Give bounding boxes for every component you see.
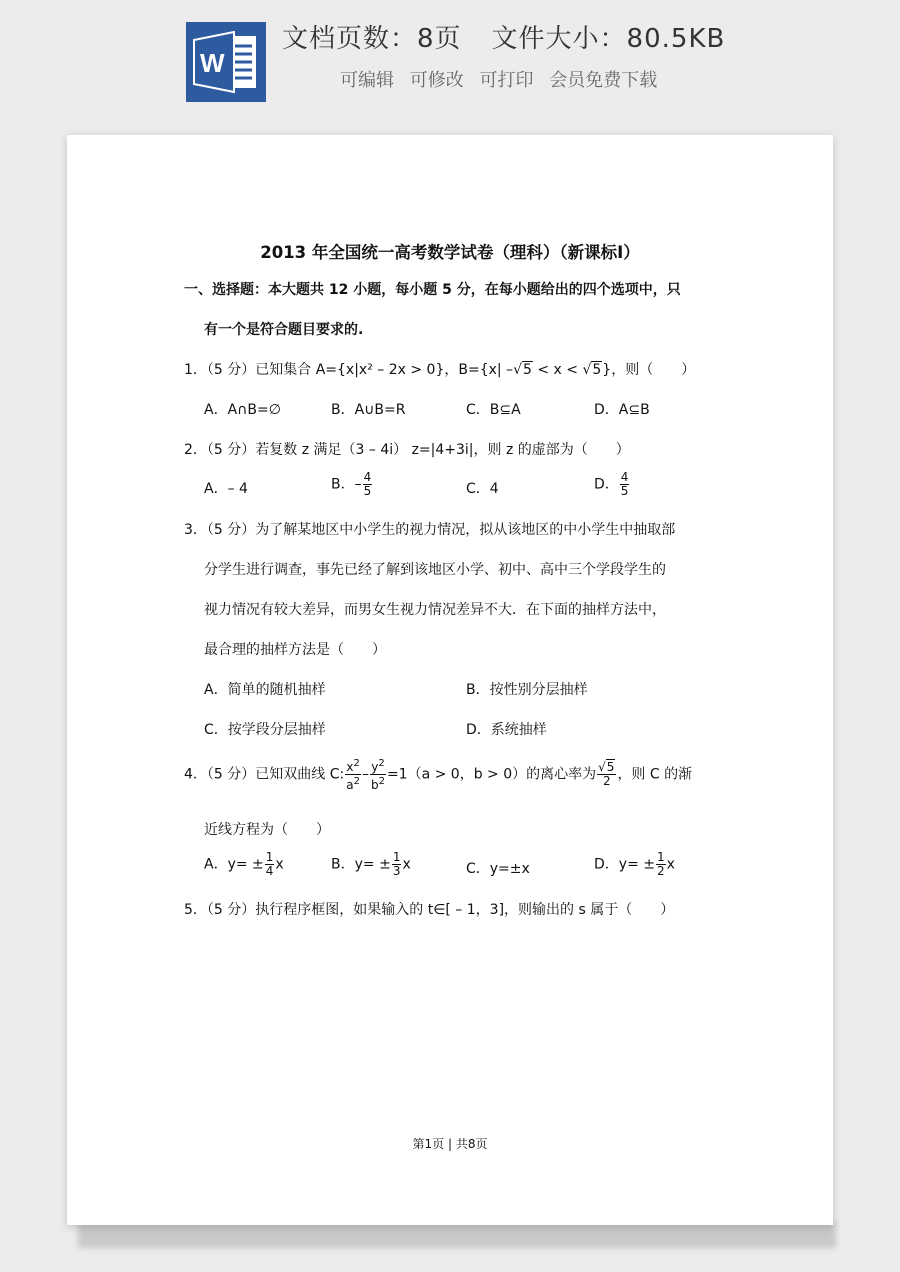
section-heading-line-1: 一、选择题：本大题共 12 小题，每小题 5 分，在每小题给出的四个选项中，只: [184, 282, 681, 298]
q4-option-b-x: x: [402, 856, 411, 873]
q4-option-a-x: x: [275, 856, 284, 873]
q1-option-c: C．B⊆A: [466, 402, 521, 418]
q4-stem-post: ，则 C 的渐: [617, 766, 693, 783]
q4-a-numerator: 1: [265, 850, 274, 864]
q4-y: y: [371, 760, 379, 774]
q3-option-d: D．系统抽样: [466, 722, 547, 738]
question-4-stem: 4．（5 分）已知双曲线 C: $\frac{x^2}{a^2}$ – $\frac{y^2}{b^2}$ =1（a > 0，b > 0）的离心率为 $\frac{√5}{2}$ ，则 C 的渐: [184, 758, 693, 792]
q4-option-b: [331, 851, 411, 878]
feature-member-free-download: 会员免费下载: [549, 70, 658, 91]
q2-b-denominator: 5: [363, 484, 372, 498]
feature-list: [340, 66, 667, 92]
document-page: [67, 135, 833, 1225]
file-size-label: 文件大小：80.5KB: [491, 24, 726, 54]
q4-option-d-x: x: [666, 856, 675, 873]
q4-b-denominator: 3: [392, 864, 401, 878]
feature-printable: 可打印: [479, 70, 534, 91]
question-2-stem: 2．（5 分）若复数 z 满足（3 – 4i） z=|4+3i|，则 z 的虚部为（ ）: [184, 442, 630, 458]
q4-stem-pre: 4．（5 分）已知双曲线 C:: [184, 766, 345, 783]
q3-option-c: C．按学段分层抽样: [204, 722, 326, 738]
section-heading-line-2: 有一个是符合题目要求的.: [204, 322, 364, 338]
question-3-line-4: 最合理的抽样方法是（ ）: [204, 642, 386, 658]
q4-a: a: [346, 778, 354, 792]
q1-stem-text: 1．（5 分）已知集合 A={x|x² – 2x > 0}，B={x| –: [184, 362, 514, 378]
q3-option-b: B．按性别分层抽样: [466, 682, 588, 698]
q2-option-d: [594, 471, 630, 498]
feature-editable: 可编辑: [340, 70, 394, 91]
q4-option-d: [594, 851, 675, 878]
q4-option-d-label: D．y= ±: [594, 856, 655, 873]
svg-text:W: W: [200, 48, 225, 78]
page-count-label: 文档页数：8页: [282, 24, 462, 54]
q4-b: b: [370, 778, 379, 792]
q4-option-b-label: B．y= ±: [331, 856, 391, 873]
q1-sqrt-a: 5: [522, 362, 532, 378]
q4-x: x: [346, 760, 354, 774]
q1-option-b: B．A∪B=R: [331, 402, 406, 418]
q4-option-a: [204, 851, 284, 878]
q2-option-b-label: B．–: [331, 476, 362, 493]
question-3-line-1: 3．（5 分）为了解某地区中小学生的视力情况，拟从该地区的中小学生中抽取部: [184, 522, 676, 538]
q4-a-denominator: 4: [265, 864, 274, 878]
q1-sqrt-b: 5: [592, 362, 602, 378]
q4-d-denominator: 2: [656, 864, 665, 878]
q4-option-c: C．y=±x: [466, 861, 530, 877]
question-5-stem: 5．（5 分）执行程序框图，如果输入的 t∈[ – 1，3]，则输出的 s 属于（ ）: [184, 902, 675, 918]
q2-option-a: A．– 4: [204, 481, 248, 497]
q2-d-numerator: 4: [620, 470, 629, 484]
q4-ecc-den: 2: [602, 774, 611, 788]
q4-option-b-fraction: [392, 851, 402, 878]
exam-title: 2013 年全国统一高考数学试卷（理科）（新课标Ⅰ）: [260, 243, 640, 262]
q4-y-fraction: $\frac{y^2}{b^2}$: [370, 758, 385, 792]
q2-option-c: C．4: [466, 481, 499, 497]
q4-ecc-num: 5: [606, 760, 615, 774]
q1-stem-tail: }，则（ ）: [602, 362, 696, 378]
q4-option-a-label: A．y= ±: [204, 856, 264, 873]
q1-option-a: A．A∩B=∅: [204, 402, 281, 418]
q1-option-d: D．A⊆B: [594, 402, 650, 418]
question-3-line-3: 视力情况有较大差异，而男女生视力情况差异不大．在下面的抽样方法中，: [204, 602, 666, 618]
page-footer: 第1页 | 共8页: [412, 1137, 488, 1151]
question-3-line-2: 分学生进行调查，事先已经了解到该地区小学、初中、高中三个学段学生的: [204, 562, 666, 578]
q3-option-a: A．简单的随机抽样: [204, 682, 326, 698]
page-shadow: [78, 1222, 836, 1248]
q4-option-d-fraction: [656, 851, 666, 878]
word-document-icon: [186, 22, 266, 102]
q1-stem-mid: < x <: [532, 362, 583, 378]
question-1-stem: 1．（5 分）已知集合 A={x|x² – 2x > 0}，B={x| –√5 < x < √5}，则（ ）: [184, 362, 696, 378]
q2-option-d-fraction: [620, 471, 630, 498]
q2-b-numerator: 4: [363, 470, 372, 484]
q2-option-b-fraction: [363, 471, 373, 498]
q4-d-numerator: 1: [656, 850, 665, 864]
q2-d-denominator: 5: [620, 484, 629, 498]
q4-x-fraction: $\frac{x^2}{a^2}$: [346, 758, 360, 792]
feature-modifiable: 可修改: [409, 70, 464, 91]
q4-option-a-fraction: [265, 851, 275, 878]
q4-b-numerator: 1: [392, 850, 401, 864]
q2-option-b: [331, 471, 373, 498]
document-info-title: [282, 18, 725, 55]
q2-option-d-label: D．: [594, 476, 619, 493]
q4-eccentricity-fraction: $\frac{√5}{2}$: [598, 760, 615, 788]
q4-stem-eq: =1（a > 0，b > 0）的离心率为: [386, 766, 597, 783]
question-4-line-2: 近线方程为（ ）: [204, 822, 330, 838]
